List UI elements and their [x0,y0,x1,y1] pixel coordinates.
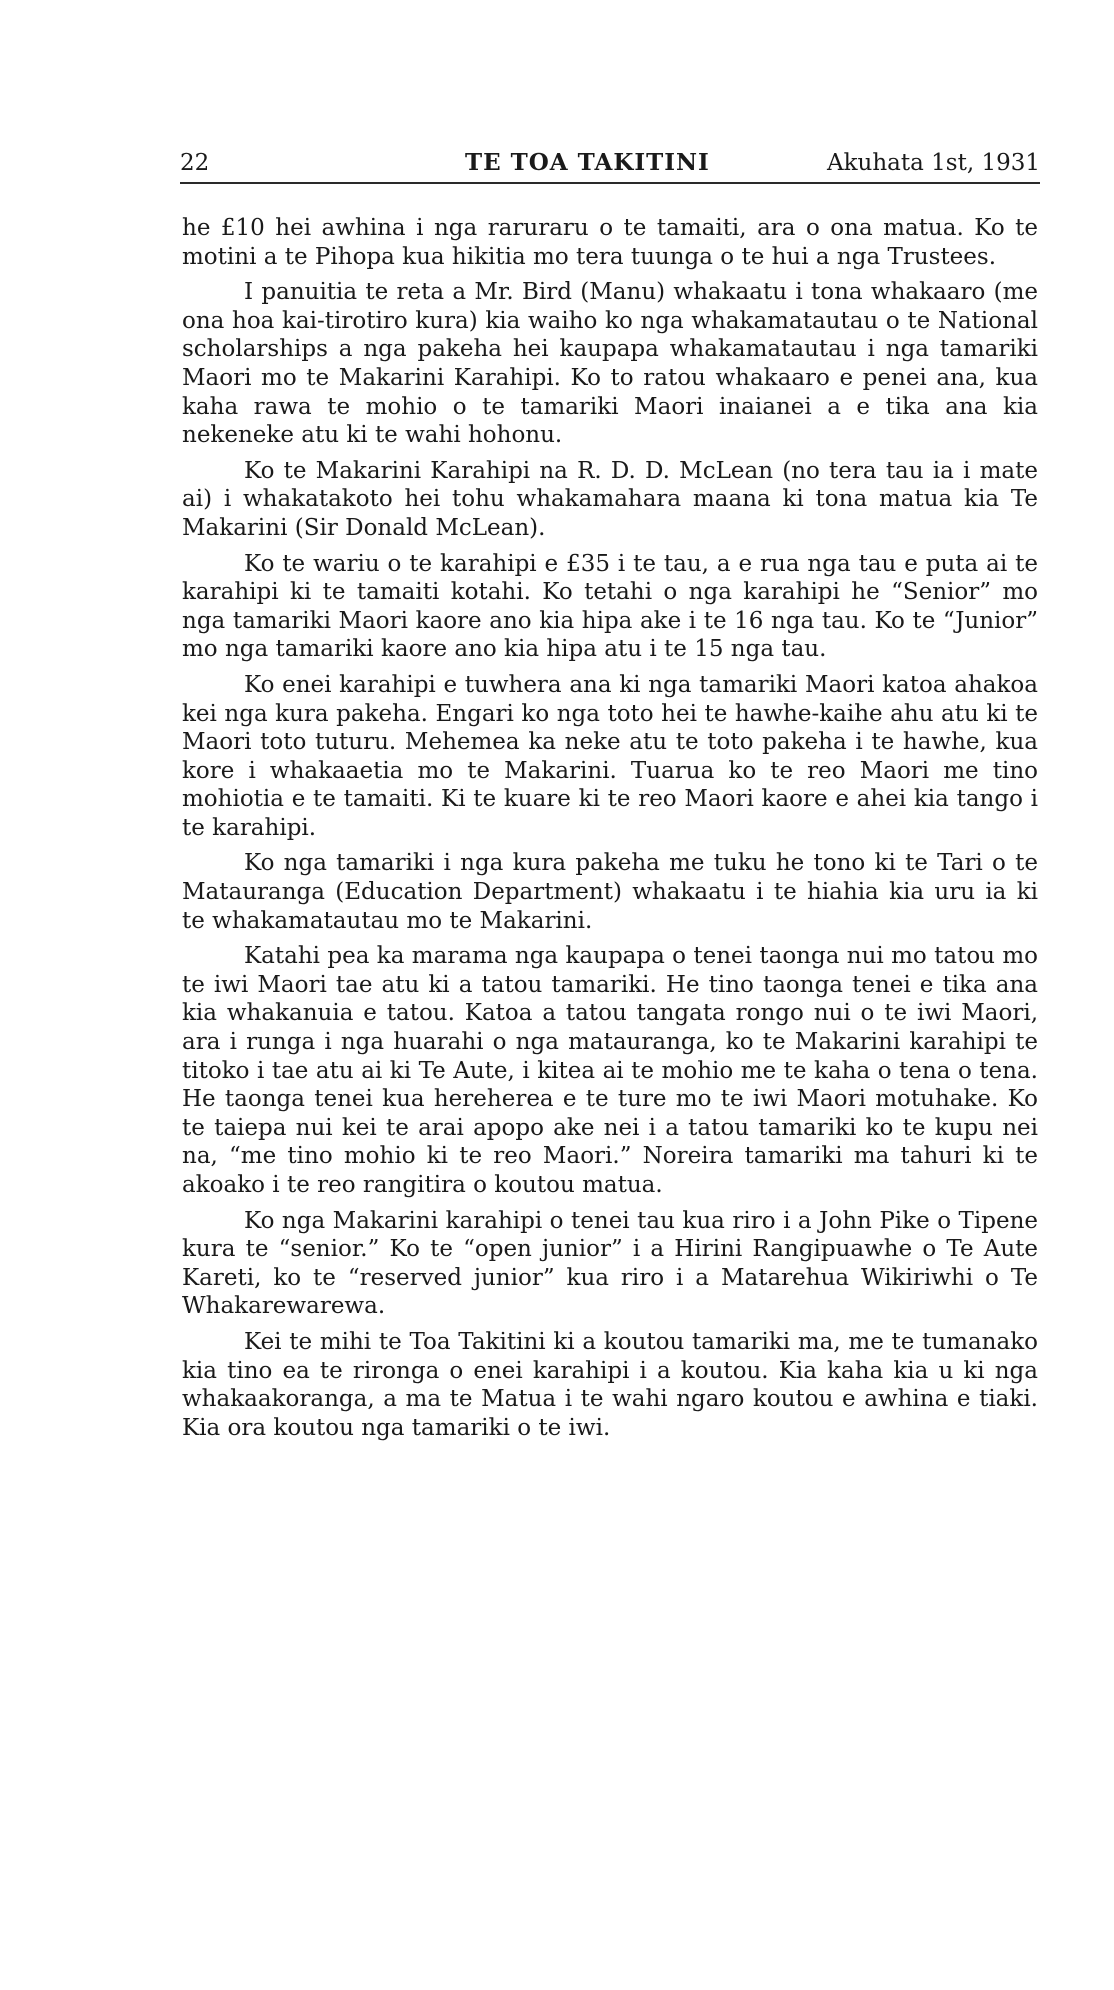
paragraph-makarini-origin: Ko te Makarini Karahipi na R. D. D. McLean (no tera tau ia i mate ai) i whakatakoto hei tohu whakamahara maana ki tona matua kia Te Makarini (Sir Donald McLean). [182,457,1038,541]
paragraph-eligibility: Ko enei karahipi e tuwhera ana ki nga tamariki Maori katoa ahakoa kei nga kura pakeha. Engari ko nga toto hei te hawhe-kaihe ahu atu ki te Maori toto tuturu. Mehemea ka neke atu te toto pakeha i te hawhe, kua kore i whakaaetia mo te Makarini. Tuarua ko te reo Maori me tino mohiotia e te tamaiti. Ki te kuare ki te reo Maori kaore e ahei kia tango i te karahipi. [182,671,1038,841]
paragraph-scholarship-value: Ko te wariu o te karahipi e £35 i te tau, a e rua nga tau e puta ai te karahipi ki te tamaiti kotahi. Ko tetahi o nga karahipi he “Senior” mo nga tamariki Maori kaore ano kia hipa ake i te 16 nga tau. Ko te “Junior” mo nga tamariki kaore ano kia hipa atu i te 15 nga tau. [182,550,1038,663]
page-number: 22 [180,150,210,176]
paragraph-importance: Katahi pea ka marama nga kaupapa o tenei taonga nui mo tatou mo te iwi Maori tae atu ki a tatou tamariki. He tino taonga tenei e tika ana kia whakanuia e tatou. Katoa a tatou tangata rongo nui o te iwi Maori, ara i runga i nga huarahi o nga matauranga, ko te Makarini karahipi te titoko i tae atu ai ki Te Aute, i kitea ai te mohio me te kaha o tena o tena. He taonga tenei kua hereherea e te ture mo te iwi Maori motuhake. Ko te taiepa nui kei te arai apopo ake nei i a tatou tamariki ko te kupu nei na, “me tino mohio ki te reo Maori.” Noreira tamariki ma tahuri ki te akoako i te reo rangitira o koutou matua. [182,943,1038,1198]
issue-date: Akuhata 1st, 1931 [827,150,1040,176]
paragraph-closing: Kei te mihi te Toa Takitini ki a koutou tamariki ma, me te tumanako kia tino ea te rironga o enei karahipi i a koutou. Kia kaha kia u ki nga whakaakoranga, a ma te Matua i te wahi ngaro koutou e awhina e tiaki. Kia ora koutou nga tamariki o te iwi. [182,1328,1038,1441]
paragraph-winners: Ko nga Makarini karahipi o tenei tau kua riro i a John Pike o Tipene kura te “senior.” Ko te “open junior” i a Hirini Rangipuawhe o Te Aute Kareti, ko te “reserved junior” kua riro i a Matarehua Wikiriwhi o Te Whakarewarewa. [182,1207,1038,1320]
paragraph-continued: he £10 hei awhina i nga raruraru o te tamaiti, ara o ona matua. Ko te motini a te Pihopa kua hikitia mo tera tuunga o te hui a nga Trustees. [182,215,1038,270]
running-header [180,148,1040,184]
article-body [182,214,1038,1449]
paragraph-application: Ko nga tamariki i nga kura pakeha me tuku he tono ki te Tari o te Matauranga (Education Department) whakaatu i te hiahia kia uru ia ki te whakamatautau mo te Makarini. [182,850,1038,934]
paragraph-bird-letter: I panuitia te reta a Mr. Bird (Manu) whakaatu i tona whakaaro (me ona hoa kai-tirotiro kura) kia waiho ko nga whakamatautau o te National scholarships a nga pakeha hei kaupapa whakamatautau i nga tamariki Maori mo te Makarini Karahipi. Ko to ratou whakaaro e penei ana, kua kaha rawa te mohio o te tamariki Maori inaianei a e tika ana kia nekeneke atu ki te wahi hohonu. [182,279,1038,449]
journal-title: TE TOA TAKITINI [465,149,710,176]
